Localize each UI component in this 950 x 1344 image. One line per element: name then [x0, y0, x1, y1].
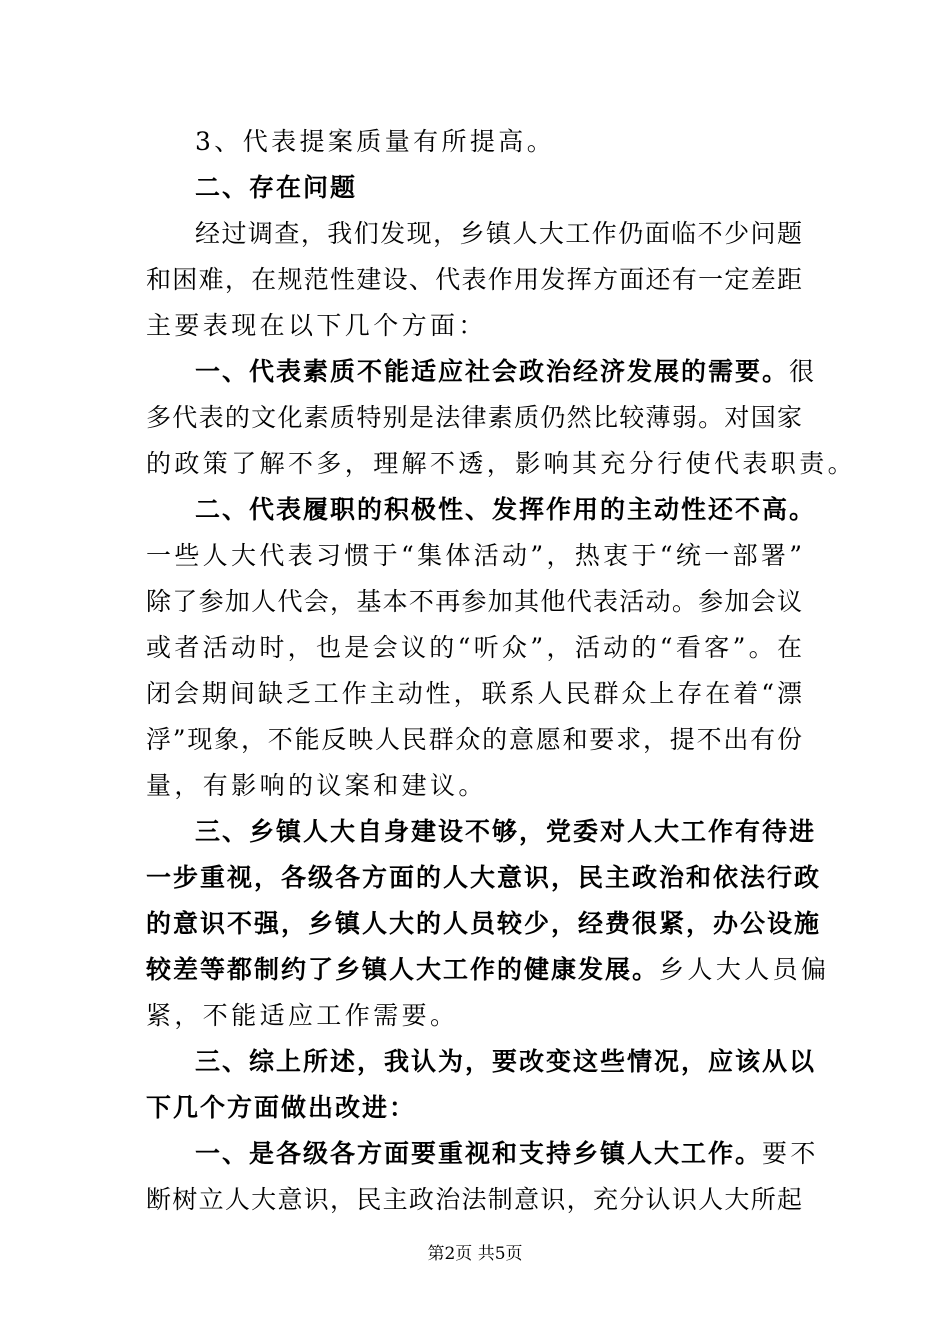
- bold-lead: 二、代表履职的积极性、发挥作用的主动性还不高。: [195, 495, 817, 524]
- text-line: 除了参加人代会，基本不再参加其他代表活动。参加会议: [146, 587, 802, 616]
- text-line: 量，有影响的议案和建议。: [146, 771, 487, 800]
- text-line: 3、代表提案质量有所提高。: [195, 127, 556, 156]
- text-line: 的政策了解不多，理解不透，影响其充分行使代表职责。: [146, 449, 857, 478]
- text-line: [146, 863, 821, 893]
- text-line: 和困难，在规范性建设、代表作用发挥方面还有一定差距: [146, 265, 802, 294]
- bold-lead: 三、乡镇人大自身建设不够，党委对人大工作有待进: [195, 817, 817, 846]
- text-line: 紧，不能适应工作需要。: [146, 1001, 459, 1030]
- bold-lead: 的意识不强，乡镇人大的人员较少，经费很紧，办公设施: [146, 909, 822, 938]
- bold-lead: 较差等都制约了乡镇人大工作的健康发展。: [146, 955, 660, 984]
- text-line: 较差等都制约了乡镇人大工作的健康发展。乡人大人员偏: [146, 955, 830, 984]
- text-line: 主要表现在以下几个方面：: [146, 311, 487, 340]
- text-line: [195, 817, 816, 847]
- text-line: 经过调查，我们发现，乡镇人大工作仍面临不少问题: [195, 219, 802, 248]
- bold-lead: 一、代表素质不能适应社会政治经济发展的需要。: [195, 357, 790, 386]
- text-line: 一、是各级各方面要重视和支持乡镇人大工作。要不: [195, 1139, 819, 1168]
- bold-lead: 下几个方面做出改进：: [146, 1093, 417, 1122]
- text-line: [195, 495, 816, 525]
- page-number-footer: 第2页 共5页: [427, 1244, 523, 1264]
- text-line: [146, 1093, 416, 1123]
- text-line: 多代表的文化素质特别是法律素质仍然比较薄弱。对国家: [146, 403, 802, 432]
- bold-lead: 三、综上所述，我认为，要改变这些情况，应该从以: [195, 1047, 817, 1076]
- text-line: 一些人大代表习惯于“集体活动”，热衷于“统一部署”: [146, 541, 802, 570]
- text-line: 一、代表素质不能适应社会政治经济发展的需要。很: [195, 357, 818, 386]
- bold-lead: 一步重视，各级各方面的人大意识，民主政治和依法行政: [146, 863, 822, 892]
- text-line: [146, 909, 821, 939]
- text-line: 浮”现象，不能反映人民群众的意愿和要求，提不出有份: [146, 725, 802, 754]
- bold-lead: 一、是各级各方面要重视和支持乡镇人大工作。: [195, 1139, 763, 1168]
- text-line: [195, 1047, 816, 1077]
- text-line: 或者活动时，也是会议的“听众”，活动的“看客”。在: [146, 633, 802, 662]
- section-heading: 二、存在问题: [195, 173, 358, 202]
- text-line: 断树立人大意识，民主政治法制意识，充分认识人大所起: [146, 1185, 802, 1214]
- text-line: 闭会期间缺乏工作主动性，联系人民群众上存在着“漂: [146, 679, 802, 708]
